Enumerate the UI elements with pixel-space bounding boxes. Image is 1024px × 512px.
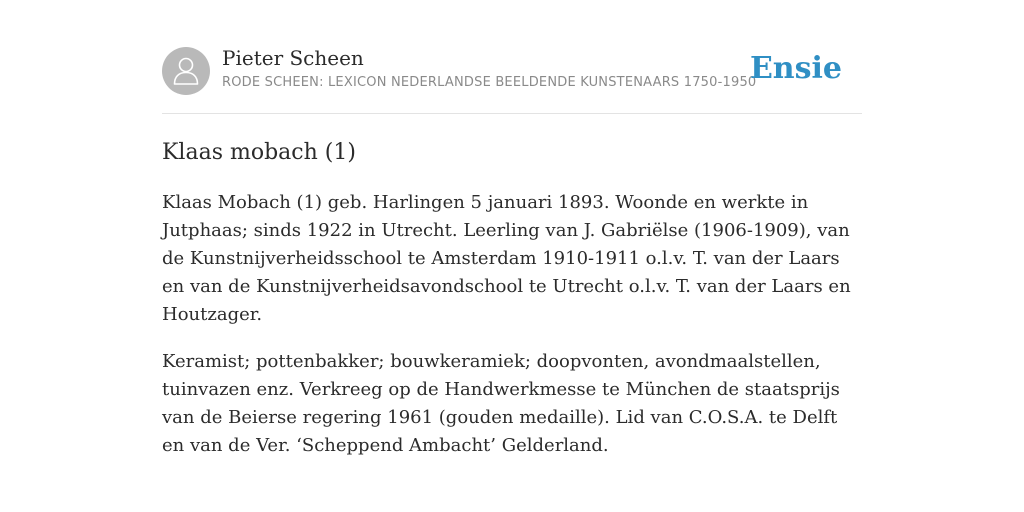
article-header [162, 40, 862, 114]
article-paragraph: Keramist; pottenbakker; bouwkeramiek; doopvonten, avondmaalstellen, tuinvazen enz. Verkreeg op de Handwerkmesse te München de staatsprijs van de Beierse regering 1961 (gouden medaille). Lid van C.O.S.A. te Delft en van de Ver. ‘Scheppend Ambacht’ Gelderland. [162, 351, 840, 456]
author-avatar[interactable] [162, 47, 210, 95]
source-title[interactable]: RODE SCHEEN: LEXICON NEDERLANDSE BEELDENDE KUNSTENAARS 1750-1950 [222, 75, 757, 90]
author-name[interactable]: Pieter Scheen [222, 46, 364, 70]
article-card [162, 40, 862, 460]
brand-logo[interactable]: Ensie [749, 51, 842, 86]
article-paragraph: Klaas Mobach (1) geb. Harlingen 5 januari 1893. Woonde en werkte in Jutphaas; sinds 1922 in Utrecht. Leerling van J. Gabriëlse (1906-1909), van de Kunstnijverheidsschool te Amsterdam 1910-1911 o.l.v. T. van der Laars en van de Kunstnijverheidsavondschool te Utrecht o.l.v. T. van der Laars en Houtzager. [162, 192, 851, 325]
article-title: Klaas mobach (1) [162, 140, 356, 165]
user-icon [173, 56, 199, 86]
